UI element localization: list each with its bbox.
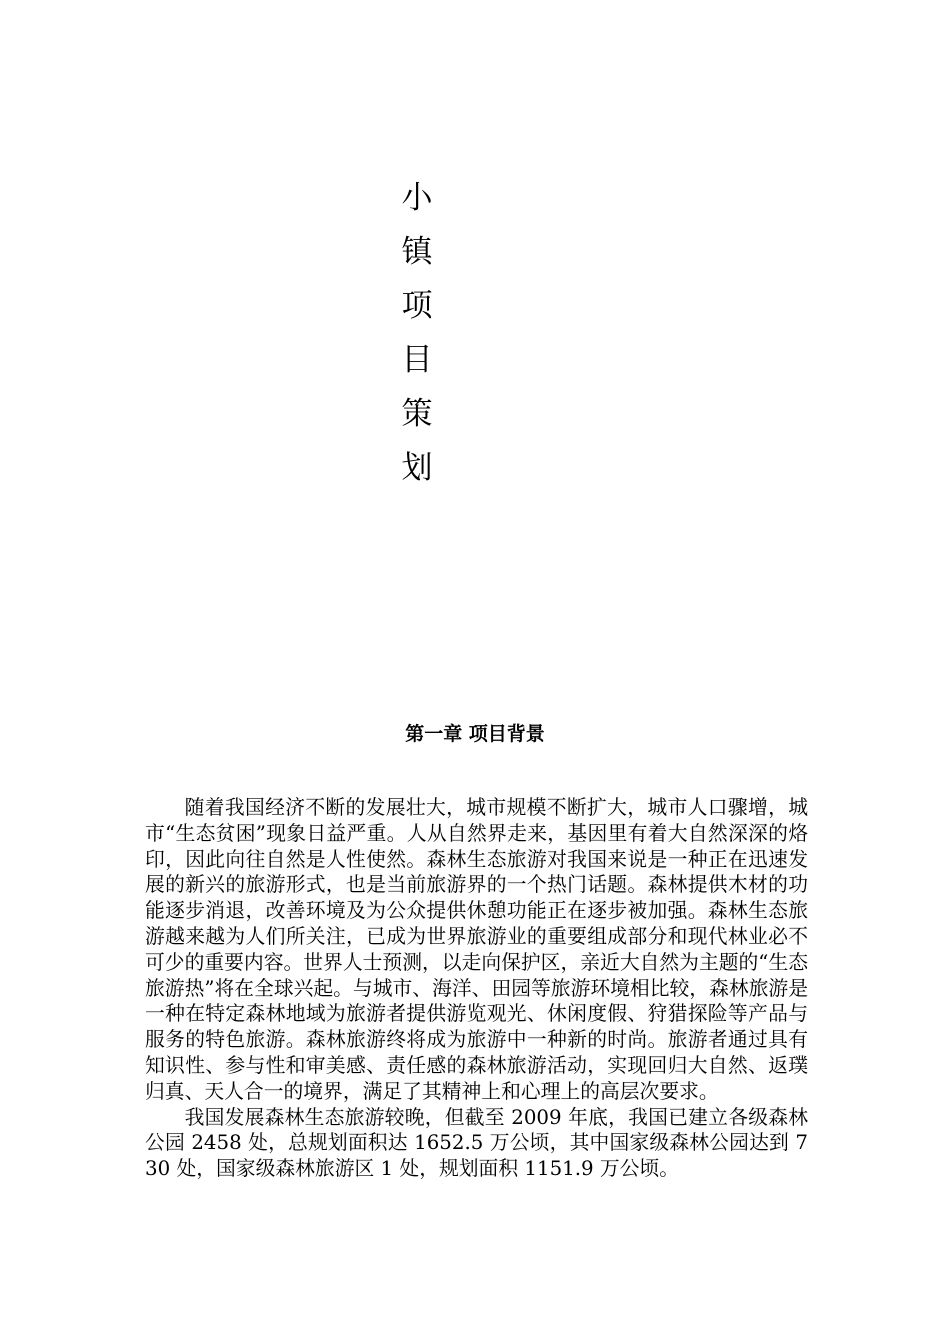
title-char: 小 (401, 180, 433, 216)
title-char: 目 (401, 342, 433, 378)
document-title (395, 180, 439, 504)
body-paragraph: 随着我国经济不断的发展壮大，城市规模不断扩大，城市人口骤增，城市“生态贫困”现象日益严重。人从自然界走来，基因里有着大自然深深的烙印，因此向往自然是人性使然。森林生态旅游对我国来说是一种正在迅速发展的新兴的旅游形式，也是当前旅游界的一个热门话题。森林提供木材的功能逐步消退，改善环境及为公众提供休憩功能正在逐步被加强。森林生态旅游越来越为人们所关注，已成为世界旅游业的重要组成部分和现代林业必不可少的重要内容。世界人士预测，以走向保护区，亲近大自然为主题的“生态旅游热”将在全球兴起。与城市、海洋、田园等旅游环境相比较，森林旅游是一种在特定森林地域为旅游者提供游览观光、休闲度假、狩猎探险等产品与服务的特色旅游。森林旅游终将成为旅游中一种新的时尚。旅游者通过具有知识性、参与性和审美感、责任感的森林旅游活动，实现回归大自然、返璞归真、天人合一的境界，满足了其精神上和心理上的高层次要求。 (145, 796, 808, 1103)
body-text (145, 795, 808, 1182)
title-char: 项 (401, 288, 433, 324)
body-paragraph: 我国发展森林生态旅游较晚，但截至 2009 年底，我国已建立各级森林公园 2458 处，总规划面积达 1652.5 万公顷，其中国家级森林公园达到 730 处，国家级森林旅游区 1 处，规划面积 1151.9 万公顷。 (145, 1105, 808, 1181)
title-char: 划 (401, 450, 433, 486)
title-char: 镇 (401, 234, 433, 270)
title-char: 策 (401, 396, 433, 432)
chapter-heading: 第一章 项目背景 (405, 723, 545, 745)
